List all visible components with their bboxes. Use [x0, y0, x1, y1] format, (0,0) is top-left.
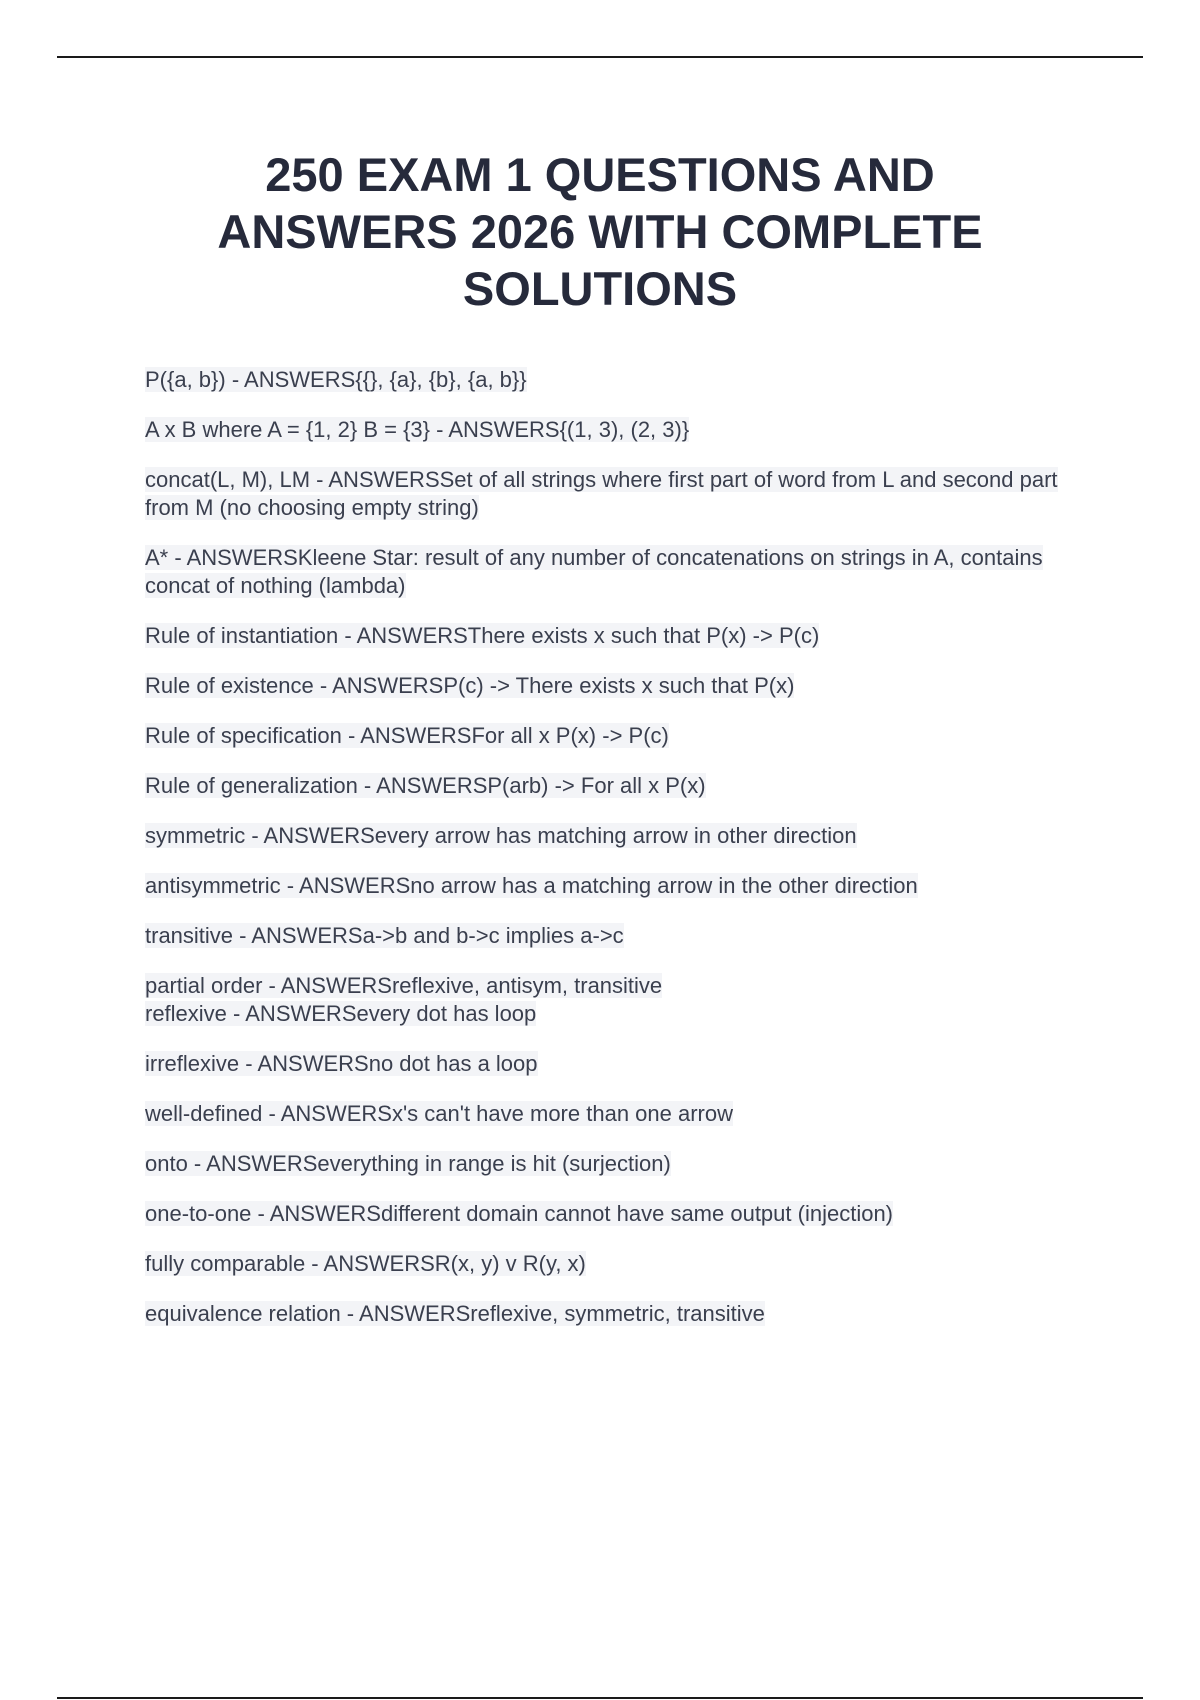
qa-item: [145, 672, 1065, 700]
qa-item: [145, 922, 1065, 950]
qa-item: [145, 1100, 1065, 1128]
qa-text: Rule of existence - ANSWERSP(c) -> There exists x such that P(x): [145, 673, 795, 698]
qa-item: [145, 1250, 1065, 1278]
qa-text: partial order - ANSWERSreflexive, antisym, transitive: [145, 973, 663, 998]
qa-item: [145, 416, 1065, 444]
qa-text: Rule of specification - ANSWERSFor all x P(x) -> P(c): [145, 723, 669, 748]
bottom-divider: [57, 1697, 1143, 1699]
qa-text: equivalence relation - ANSWERSreflexive, symmetric, transitive: [145, 1301, 765, 1326]
qa-text: Rule of generalization - ANSWERSP(arb) -> For all x P(x): [145, 773, 706, 798]
qa-item: [145, 622, 1065, 650]
qa-text: reflexive - ANSWERSevery dot has loop: [145, 1001, 537, 1026]
qa-item: [145, 1050, 1065, 1078]
qa-item: [145, 544, 1065, 600]
qa-item: [145, 1000, 1065, 1028]
qa-text: concat(L, M), LM - ANSWERSSet of all strings where first part of word from L and second part from M (no choosing empty string): [145, 467, 1058, 520]
qa-text: A x B where A = {1, 2} B = {3} - ANSWERS{(1, 3), (2, 3)}: [145, 417, 690, 442]
qa-item: [145, 1200, 1065, 1228]
qa-item: [145, 872, 1065, 900]
qa-text: antisymmetric - ANSWERSno arrow has a matching arrow in the other direction: [145, 873, 918, 898]
qa-list: [145, 366, 1065, 1350]
qa-item: [145, 366, 1065, 394]
qa-item: [145, 772, 1065, 800]
qa-text: well-defined - ANSWERSx's can't have more than one arrow: [145, 1101, 733, 1126]
qa-text: A* - ANSWERSKleene Star: result of any number of concatenations on strings in A, contains concat of nothing (lambda): [145, 545, 1043, 598]
qa-text: one-to-one - ANSWERSdifferent domain cannot have same output (injection): [145, 1201, 893, 1226]
qa-item: [145, 972, 1065, 1000]
qa-item: [145, 822, 1065, 850]
qa-item: [145, 1300, 1065, 1328]
qa-text: P({a, b}) - ANSWERS{{}, {a}, {b}, {a, b}}: [145, 367, 527, 392]
qa-text: Rule of instantiation - ANSWERSThere exists x such that P(x) -> P(c): [145, 623, 820, 648]
qa-text: onto - ANSWERSeverything in range is hit (surjection): [145, 1151, 671, 1176]
top-divider: [57, 56, 1143, 58]
qa-text: irreflexive - ANSWERSno dot has a loop: [145, 1051, 538, 1076]
page-title: 250 EXAM 1 QUESTIONS AND ANSWERS 2026 WITH COMPLETE SOLUTIONS: [217, 148, 983, 315]
qa-text: symmetric - ANSWERSevery arrow has matching arrow in other direction: [145, 823, 857, 848]
qa-item: [145, 466, 1065, 522]
qa-item: [145, 722, 1065, 750]
qa-item: [145, 1150, 1065, 1178]
qa-text: fully comparable - ANSWERSR(x, y) v R(y, x): [145, 1251, 586, 1276]
qa-text: transitive - ANSWERSa->b and b->c implies a->c: [145, 923, 624, 948]
